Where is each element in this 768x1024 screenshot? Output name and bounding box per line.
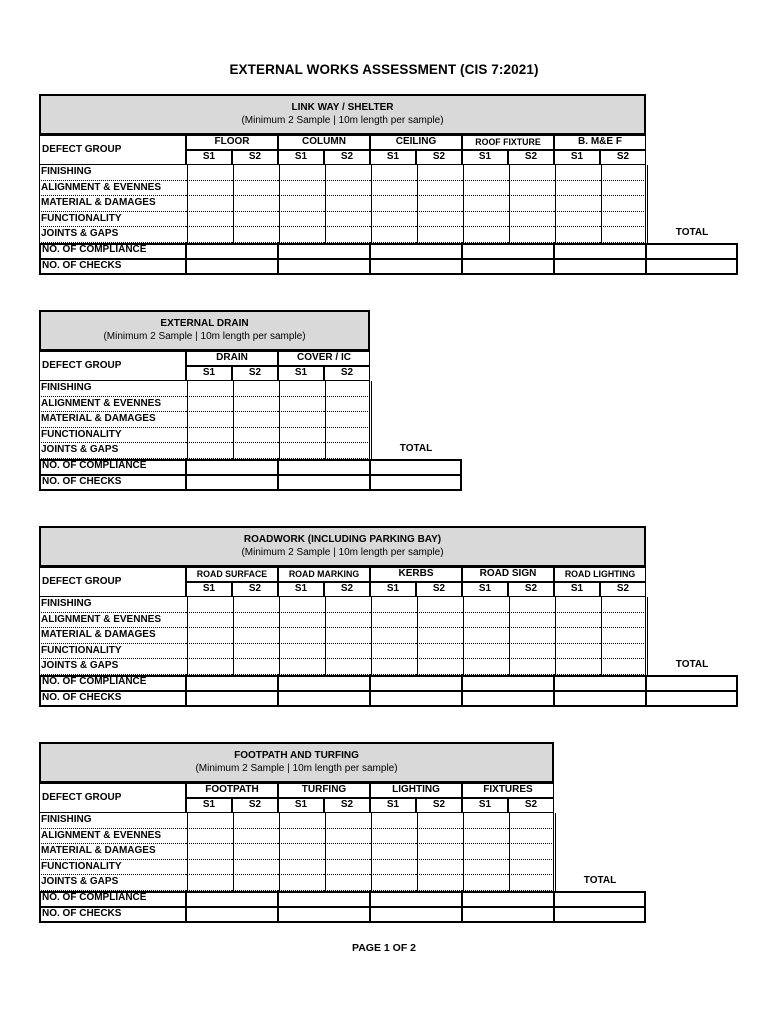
summary-cell[interactable]	[554, 691, 646, 707]
grid-line	[233, 813, 234, 891]
summary-cell[interactable]	[370, 907, 462, 923]
grid-line	[233, 381, 234, 459]
summary-cell[interactable]	[186, 691, 278, 707]
defect-row-label: FUNCTIONALITY	[39, 860, 186, 876]
grid-line	[417, 813, 418, 891]
defect-row-label: ALIGNMENT & EVENNES	[39, 397, 186, 413]
group-header: TURFING	[278, 783, 370, 798]
total-label: TOTAL	[675, 226, 709, 238]
defect-row-label: JOINTS & GAPS	[39, 227, 186, 243]
rows-frame	[39, 813, 554, 891]
group-header: ROOF FIXTURE	[462, 135, 554, 150]
grid-line	[325, 381, 326, 459]
section-subtitle: (Minimum 2 Sample | 10m length per sample)	[103, 330, 306, 342]
summary-cell[interactable]	[554, 243, 646, 259]
group-header: FLOOR	[186, 135, 278, 150]
defect-row-label: ALIGNMENT & EVENNES	[39, 613, 186, 629]
defect-group-label: DEFECT GROUP	[39, 783, 186, 813]
compliance-label: NO. OF COMPLIANCE	[39, 675, 186, 691]
total-cell[interactable]	[646, 243, 738, 259]
checks-label: NO. OF CHECKS	[39, 691, 186, 707]
defect-row-label: MATERIAL & DAMAGES	[39, 628, 186, 644]
defect-row-label: JOINTS & GAPS	[39, 875, 186, 891]
group-header: CEILING	[370, 135, 462, 150]
grid-line	[325, 813, 326, 891]
sample-header-s1: S1	[462, 582, 508, 597]
grid-line	[463, 165, 464, 243]
summary-cell[interactable]	[554, 259, 646, 275]
summary-cell[interactable]	[462, 907, 554, 923]
sample-header-s1: S1	[278, 150, 324, 165]
summary-cell[interactable]	[370, 675, 462, 691]
summary-cell[interactable]	[278, 259, 370, 275]
section-title: LINK WAY / SHELTER	[291, 102, 394, 113]
summary-cell[interactable]	[462, 891, 554, 907]
total-cell[interactable]	[554, 907, 646, 923]
summary-cell[interactable]	[186, 475, 278, 491]
summary-cell[interactable]	[278, 675, 370, 691]
grid-line	[187, 597, 188, 675]
sample-header-s1: S1	[278, 366, 324, 381]
grid-line	[463, 813, 464, 891]
sample-header-s2: S2	[232, 366, 278, 381]
defect-group-label: DEFECT GROUP	[39, 135, 186, 165]
group-header: COLUMN	[278, 135, 370, 150]
group-header: KERBS	[370, 567, 462, 582]
defect-row-label: FINISHING	[39, 813, 186, 829]
page-number: PAGE 1 OF 2	[352, 942, 416, 954]
defect-row-label: FUNCTIONALITY	[39, 212, 186, 228]
defect-group-label: DEFECT GROUP	[39, 351, 186, 381]
summary-cell[interactable]	[186, 459, 278, 475]
summary-cell[interactable]	[278, 907, 370, 923]
sample-header-s2: S2	[600, 582, 646, 597]
sample-header-s2: S2	[508, 798, 554, 813]
link-way-shelter-header	[39, 94, 646, 135]
grid-line	[371, 813, 372, 891]
sample-header-s1: S1	[186, 582, 232, 597]
grid-line	[279, 165, 280, 243]
summary-cell[interactable]	[278, 243, 370, 259]
summary-cell[interactable]	[370, 891, 462, 907]
grid-line	[417, 597, 418, 675]
group-header: ROAD MARKING	[278, 567, 370, 582]
document-title: EXTERNAL WORKS ASSESSMENT (CIS 7:2021)	[229, 62, 539, 77]
group-header: COVER / IC	[278, 351, 370, 366]
defect-row-label: ALIGNMENT & EVENNES	[39, 829, 186, 845]
defect-row-label: MATERIAL & DAMAGES	[39, 196, 186, 212]
summary-cell[interactable]	[278, 475, 370, 491]
rows-frame	[39, 381, 370, 459]
grid-line	[601, 597, 602, 675]
summary-cell[interactable]	[462, 259, 554, 275]
sample-header-s2: S2	[416, 150, 462, 165]
sample-header-s1: S1	[370, 798, 416, 813]
defect-row-label: ALIGNMENT & EVENNES	[39, 181, 186, 197]
checks-label: NO. OF CHECKS	[39, 259, 186, 275]
total-label: TOTAL	[583, 874, 617, 886]
group-header: B. M&E F	[554, 135, 646, 150]
defect-row-label: FUNCTIONALITY	[39, 428, 186, 444]
summary-cell[interactable]	[370, 691, 462, 707]
summary-cell[interactable]	[186, 891, 278, 907]
rows-frame	[39, 597, 646, 675]
grid-line	[555, 165, 556, 243]
grid-line	[187, 813, 188, 891]
sample-header-s2: S2	[416, 582, 462, 597]
sample-header-s1: S1	[278, 798, 324, 813]
grid-line	[371, 597, 372, 675]
grid-line	[509, 165, 510, 243]
sample-header-s2: S2	[232, 798, 278, 813]
group-header: ROAD SURFACE	[186, 567, 278, 582]
roadwork-header	[39, 526, 646, 567]
sample-header-s1: S1	[278, 582, 324, 597]
group-header: LIGHTING	[370, 783, 462, 798]
summary-cell[interactable]	[370, 243, 462, 259]
defect-row-label: MATERIAL & DAMAGES	[39, 844, 186, 860]
sample-header-s2: S2	[232, 582, 278, 597]
grid-line	[417, 165, 418, 243]
external-drain-header	[39, 310, 370, 351]
grid-line	[509, 813, 510, 891]
sample-header-s2: S2	[324, 366, 370, 381]
grid-line	[279, 597, 280, 675]
sample-header-s1: S1	[462, 798, 508, 813]
grid-line	[325, 165, 326, 243]
sample-header-s2: S2	[508, 150, 554, 165]
summary-cell[interactable]	[462, 691, 554, 707]
defect-row-label: MATERIAL & DAMAGES	[39, 412, 186, 428]
defect-row-label: FINISHING	[39, 597, 186, 613]
sample-header-s2: S2	[416, 798, 462, 813]
grid-line	[463, 597, 464, 675]
sample-header-s1: S1	[370, 582, 416, 597]
summary-cell[interactable]	[554, 675, 646, 691]
summary-cell[interactable]	[462, 675, 554, 691]
grid-line	[325, 597, 326, 675]
section-subtitle: (Minimum 2 Sample | 10m length per sample)	[241, 546, 444, 558]
sample-header-s1: S1	[554, 582, 600, 597]
section-title: FOOTPATH AND TURFING	[234, 750, 359, 761]
sample-header-s1: S1	[554, 150, 600, 165]
defect-row-label: FUNCTIONALITY	[39, 644, 186, 660]
sample-header-s1: S1	[186, 798, 232, 813]
defect-row-label: JOINTS & GAPS	[39, 443, 186, 459]
compliance-label: NO. OF COMPLIANCE	[39, 891, 186, 907]
defect-row-label: JOINTS & GAPS	[39, 659, 186, 675]
total-cell[interactable]	[646, 675, 738, 691]
rows-frame	[39, 165, 646, 243]
compliance-label: NO. OF COMPLIANCE	[39, 459, 186, 475]
defect-row-label: FINISHING	[39, 165, 186, 181]
sample-header-s2: S2	[324, 582, 370, 597]
checks-label: NO. OF CHECKS	[39, 475, 186, 491]
group-header: ROAD LIGHTING	[554, 567, 646, 582]
total-label: TOTAL	[399, 442, 433, 454]
group-header: DRAIN	[186, 351, 278, 366]
defect-row-label: FINISHING	[39, 381, 186, 397]
summary-cell[interactable]	[186, 675, 278, 691]
sample-header-s2: S2	[324, 798, 370, 813]
sample-header-s1: S1	[462, 150, 508, 165]
total-cell[interactable]	[646, 691, 738, 707]
group-header: FOOTPATH	[186, 783, 278, 798]
section-subtitle: (Minimum 2 Sample | 10m length per sample)	[195, 762, 398, 774]
total-cell[interactable]	[370, 459, 462, 475]
grid-line	[233, 597, 234, 675]
grid-line	[555, 597, 556, 675]
sample-header-s2: S2	[600, 150, 646, 165]
grid-line	[371, 165, 372, 243]
total-label: TOTAL	[675, 658, 709, 670]
group-header: FIXTURES	[462, 783, 554, 798]
compliance-label: NO. OF COMPLIANCE	[39, 243, 186, 259]
summary-cell[interactable]	[278, 891, 370, 907]
footpath-turfing-header	[39, 742, 554, 783]
grid-line	[187, 165, 188, 243]
defect-group-label: DEFECT GROUP	[39, 567, 186, 597]
summary-cell[interactable]	[186, 907, 278, 923]
sample-header-s2: S2	[324, 150, 370, 165]
group-header: ROAD SIGN	[462, 567, 554, 582]
checks-label: NO. OF CHECKS	[39, 907, 186, 923]
sample-header-s1: S1	[186, 366, 232, 381]
total-cell[interactable]	[646, 259, 738, 275]
summary-cell[interactable]	[278, 459, 370, 475]
sample-header-s1: S1	[370, 150, 416, 165]
grid-line	[601, 165, 602, 243]
section-subtitle: (Minimum 2 Sample | 10m length per sample)	[241, 114, 444, 126]
grid-line	[279, 381, 280, 459]
summary-cell[interactable]	[462, 243, 554, 259]
grid-line	[279, 813, 280, 891]
sample-header-s1: S1	[186, 150, 232, 165]
total-cell[interactable]	[554, 891, 646, 907]
grid-line	[509, 597, 510, 675]
grid-line	[187, 381, 188, 459]
section-title: EXTERNAL DRAIN	[160, 318, 249, 329]
sample-header-s2: S2	[232, 150, 278, 165]
summary-cell[interactable]	[186, 259, 278, 275]
grid-line	[233, 165, 234, 243]
summary-cell[interactable]	[186, 243, 278, 259]
summary-cell[interactable]	[370, 259, 462, 275]
sample-header-s2: S2	[508, 582, 554, 597]
total-cell[interactable]	[370, 475, 462, 491]
section-title: ROADWORK (INCLUDING PARKING BAY)	[243, 534, 442, 545]
summary-cell[interactable]	[278, 691, 370, 707]
